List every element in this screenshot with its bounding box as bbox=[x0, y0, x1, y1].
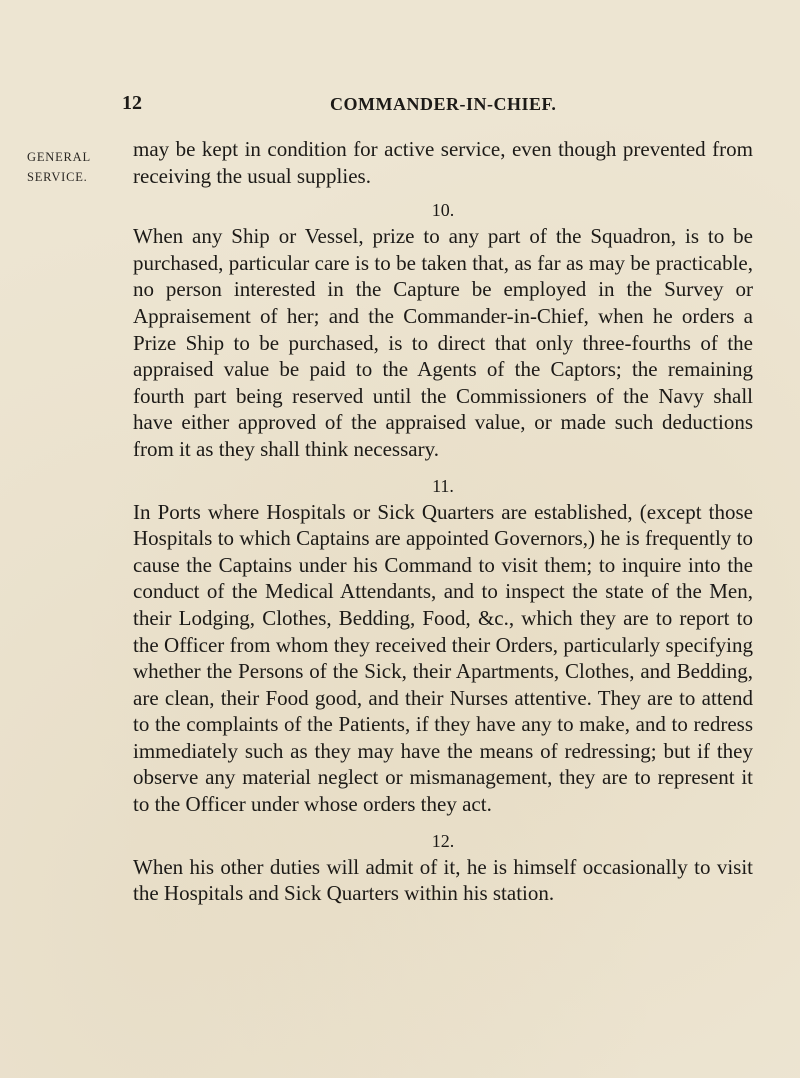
margin-note-line-1: GENERAL bbox=[27, 150, 91, 164]
running-title: COMMANDER-IN-CHIEF. bbox=[330, 94, 557, 114]
section-number-10: 10. bbox=[431, 200, 455, 221]
margin-note bbox=[27, 147, 117, 187]
section-10-text: When any Ship or Vessel, prize to any part of the Squadron, is to be purchased, particular care is to be taken that, as far as may be practicable, no person interested in the Capture be employed in the Survey or Appraisement of her; and the Commander-in-Chief, when he orders a Prize Ship to be purchased, is to direct that only three-fourths of the appraised value be paid to the Agents of the Captors; the remaining fourth part being reserved until the Commissioners of the Navy shall have either approved of the appraised value, or made such deductions from it as they shall think necessary. bbox=[133, 224, 753, 461]
section-11-text: In Ports where Hospitals or Sick Quarters are established, (except those Hospitals to which Captains are appointed Governors,) he is frequently to cause the Captains under his Command to visit them; to inquire into the conduct of the Medical Attendants, and to inspect the state of the Men, their Lodging, Clothes, Bedding, Food, &c., which they are to report to the Officer from whom they received their Orders, particularly specifying whether the Persons of the Sick, their Apartments, Clothes, and Bedding, are clean, their Food good, and their Nurses attentive. They are to attend to the complaints of the Patients, if they have any to make, and to redress immediately such as they may have the means of redressing; but if they observe any material neglect or mismanagement, they are to represent it to the Officer under whose orders they act. bbox=[133, 499, 753, 817]
section-12-text: When his other duties will admit of it, he is himself occasionally to visit the Hospitals and Sick Quarters within his station. bbox=[133, 854, 753, 906]
continuation-paragraph: may be kept in condition for active service, even though prevented from receiving the usual supplies. bbox=[133, 137, 753, 188]
section-number-12: 12. bbox=[431, 830, 455, 851]
section-number-11: 11. bbox=[432, 475, 454, 496]
running-head bbox=[0, 92, 800, 122]
main-text bbox=[133, 136, 753, 907]
margin-note-line-2: SERVICE. bbox=[27, 170, 88, 184]
page-number: 12 bbox=[122, 92, 142, 114]
